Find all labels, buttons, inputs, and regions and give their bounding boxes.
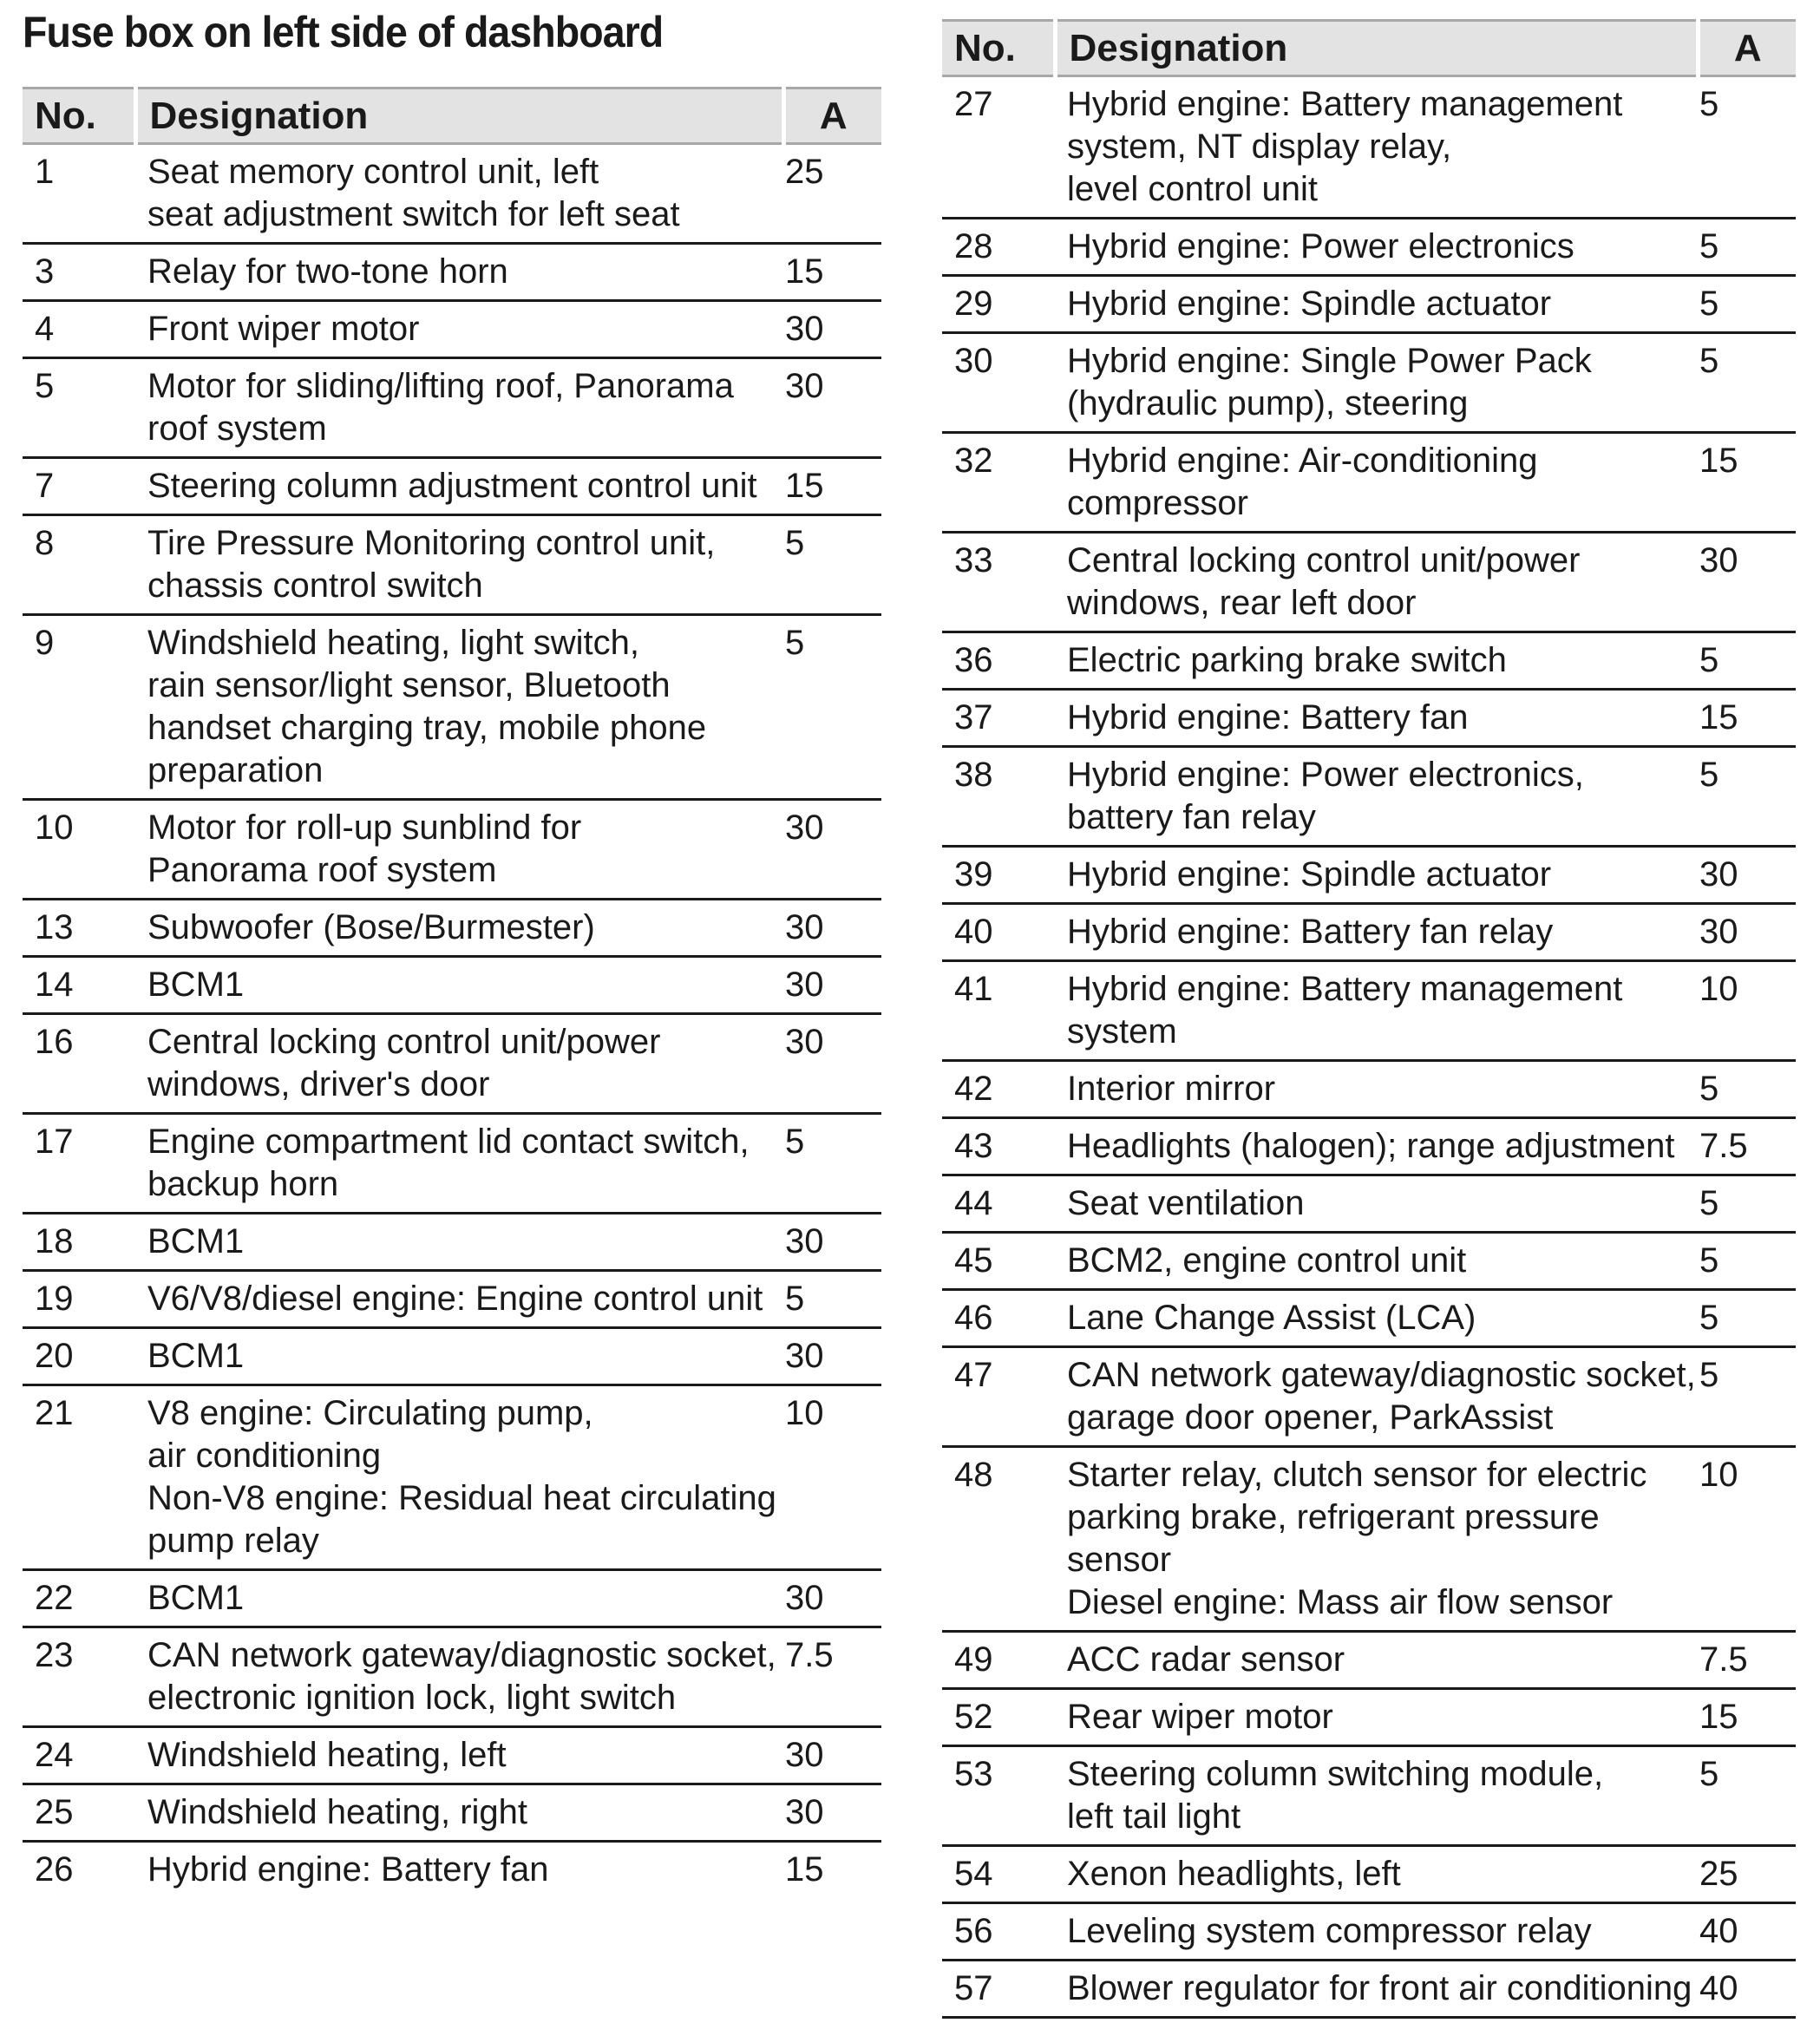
fuse-amperage: 15	[785, 1850, 824, 1889]
fuse-amperage: 25	[783, 144, 881, 244]
fuse-designation	[135, 1570, 783, 1627]
fuse-amperage: 5	[1698, 1290, 1796, 1347]
fuse-designation	[135, 1114, 783, 1214]
designation-line: Steering column adjustment control unit	[147, 467, 757, 505]
designation-line: V6/V8/diesel engine: Engine control unit	[147, 1280, 763, 1318]
fuse-amperage: 15	[783, 244, 881, 301]
fuse-number: 8	[23, 515, 135, 615]
designation-line: parking brake, refrigerant pressure	[1067, 1498, 1600, 1536]
fuse-row	[942, 1061, 1796, 1118]
fuse-designation	[1055, 690, 1698, 747]
fuse-number: 54	[942, 1846, 1055, 1903]
fuse-number: 44	[942, 1175, 1055, 1233]
fuse-amperage: 5	[1698, 1233, 1796, 1290]
fuse-designation	[1055, 76, 1698, 219]
fuse-row	[942, 690, 1796, 747]
fuse-amperage: 15	[783, 458, 881, 515]
designation-line: Blower regulator for front air conditioning	[1067, 1969, 1692, 2007]
fuse-row	[942, 1290, 1796, 1347]
designation-line: Panorama roof system	[147, 851, 497, 889]
designation-line: V8 engine: Circulating pump,	[147, 1394, 593, 1432]
fuse-designation	[135, 1727, 783, 1784]
designation-line: Non-V8 engine: Residual heat circulating	[147, 1479, 776, 1517]
fuse-amperage: 30	[783, 1328, 881, 1385]
fuse-designation	[135, 1214, 783, 1271]
fuse-row	[23, 1627, 881, 1727]
fuse-row	[942, 276, 1796, 333]
fuse-amperage: 10	[1698, 961, 1796, 1061]
fuse-row	[942, 747, 1796, 847]
fuse-row	[942, 1903, 1796, 1961]
fuse-row	[23, 957, 881, 1014]
fuse-number: 14	[23, 957, 135, 1014]
fuse-row	[23, 358, 881, 458]
designation-line: preparation	[147, 751, 324, 789]
fuse-number: 32	[942, 433, 1055, 533]
fuse-designation	[1055, 333, 1698, 433]
fuse-row	[23, 1842, 881, 1898]
designation-line: Central locking control unit/power	[1067, 541, 1581, 579]
fuse-amperage: 5	[1698, 333, 1796, 433]
designation-line: Central locking control unit/power	[147, 1023, 661, 1061]
fuse-designation	[1055, 1746, 1698, 1846]
fuse-amperage: 15	[1698, 690, 1796, 747]
fuse-row	[942, 1175, 1796, 1233]
designation-line: Windshield heating, right	[147, 1793, 528, 1831]
fuse-row	[942, 1347, 1796, 1447]
fuse-row	[23, 800, 881, 900]
fuse-number: 56	[942, 1903, 1055, 1961]
fuse-row	[942, 1447, 1796, 1632]
fuse-number: 16	[23, 1014, 135, 1114]
designation-line: sensor	[1067, 1541, 1172, 1579]
fuse-row	[942, 847, 1796, 904]
fuse-number: 46	[942, 1290, 1055, 1347]
fuse-designation	[135, 515, 783, 615]
fuse-number: 13	[23, 900, 135, 957]
fuse-number: 10	[23, 800, 135, 900]
fuse-amperage: 5	[1698, 632, 1796, 690]
fuse-row	[942, 1961, 1796, 2018]
fuse-row	[23, 244, 881, 301]
fuse-number: 42	[942, 1061, 1055, 1118]
designation-line: system, NT display relay,	[1067, 128, 1452, 166]
fuse-row	[23, 1784, 881, 1842]
designation-line: chassis control switch	[147, 566, 483, 605]
fuse-number: 19	[23, 1271, 135, 1328]
fuse-designation	[135, 1784, 783, 1842]
fuse-designation	[135, 301, 783, 358]
designation-line: Steering column switching module,	[1067, 1755, 1604, 1793]
fuse-designation	[1055, 632, 1698, 690]
designation-line: Seat memory control unit, left	[147, 153, 599, 191]
fuse-amperage: 30	[783, 1014, 881, 1114]
designation-line: Engine compartment lid contact switch,	[147, 1123, 750, 1161]
fuse-number: 20	[23, 1328, 135, 1385]
fuse-number: 23	[23, 1627, 135, 1727]
fuse-amperage: 5	[783, 1114, 881, 1214]
designation-line: Hybrid engine: Spindle actuator	[1067, 855, 1552, 894]
designation-line: Seat ventilation	[1067, 1184, 1305, 1222]
designation-line: Rear wiper motor	[1067, 1698, 1333, 1736]
fuse-amperage: 5	[783, 1271, 881, 1328]
designation-line: Front wiper motor	[147, 310, 420, 348]
fuse-amperage: 15	[1698, 1689, 1796, 1746]
fuse-designation	[135, 800, 783, 900]
fuse-number: 38	[942, 747, 1055, 847]
fuse-amperage: 30	[783, 1214, 881, 1271]
fuse-amperage: 40	[1698, 1903, 1796, 1961]
fuse-number: 24	[23, 1727, 135, 1784]
fuse-row	[23, 615, 881, 800]
column-header-amperage: A	[783, 88, 881, 144]
fuse-row	[942, 1689, 1796, 1746]
fuse-row	[942, 219, 1796, 276]
fuse-row	[942, 1846, 1796, 1903]
fuse-row	[23, 1014, 881, 1114]
designation-line: Hybrid engine: Battery management	[1067, 970, 1623, 1008]
designation-line: level control unit	[1067, 170, 1319, 208]
fuse-number: 17	[23, 1114, 135, 1214]
designation-line: BCM1	[147, 966, 245, 1004]
designation-line: BCM2, engine control unit	[1067, 1241, 1467, 1280]
designation-line: Hybrid engine: Battery fan	[1067, 698, 1469, 736]
designation-line: Starter relay, clutch sensor for electric	[1067, 1456, 1647, 1494]
fuse-row	[942, 533, 1796, 632]
fuse-amperage: 5	[783, 615, 881, 800]
designation-line: compressor	[1067, 484, 1248, 522]
designation-line: Subwoofer (Bose/Burmester)	[147, 908, 595, 946]
fuse-amperage: 30	[1698, 847, 1796, 904]
fuse-number: 49	[942, 1632, 1055, 1689]
fuse-designation	[1055, 1903, 1698, 1961]
fuse-amperage: 7.5	[1698, 1118, 1796, 1175]
designation-line: left tail light	[1067, 1797, 1241, 1836]
fuse-number: 18	[23, 1214, 135, 1271]
fuse-number: 29	[942, 276, 1055, 333]
fuse-number: 47	[942, 1347, 1055, 1447]
fuse-designation	[1055, 1233, 1698, 1290]
fuse-amperage: 5	[1698, 747, 1796, 847]
designation-line: Relay for two-tone horn	[147, 252, 508, 291]
page-title: Fuse box on left side of dashboard	[23, 8, 664, 56]
designation-line: Lane Change Assist (LCA)	[1067, 1299, 1476, 1337]
fuse-row	[23, 144, 881, 244]
fuse-table-right	[942, 19, 1796, 2019]
fuse-amperage: 5	[1698, 1061, 1796, 1118]
designation-line: BCM1	[147, 1222, 245, 1260]
fuse-amperage: 30	[1698, 904, 1796, 961]
designation-line: handset charging tray, mobile phone	[147, 709, 707, 747]
fuse-row	[942, 1118, 1796, 1175]
fuse-designation	[1055, 1118, 1698, 1175]
fuse-number: 41	[942, 961, 1055, 1061]
fuse-row	[23, 515, 881, 615]
fuse-designation	[135, 1627, 783, 1727]
fuse-amperage: 5	[1698, 219, 1796, 276]
designation-line: backup horn	[147, 1165, 339, 1203]
designation-line: Interior mirror	[1067, 1070, 1276, 1108]
fuse-designation	[135, 1328, 783, 1385]
fuse-designation	[1055, 533, 1698, 632]
fuse-designation	[1055, 1061, 1698, 1118]
fuse-amperage: 30	[783, 957, 881, 1014]
fuse-designation	[1055, 1290, 1698, 1347]
designation-line: air conditioning	[147, 1437, 382, 1475]
fuse-designation	[1055, 433, 1698, 533]
designation-line: BCM1	[147, 1579, 245, 1617]
designation-line: Hybrid engine: Single Power Pack	[1067, 342, 1592, 380]
designation-line: Hybrid engine: Air-conditioning	[1067, 442, 1538, 480]
fuse-row	[23, 900, 881, 957]
fuse-designation	[1055, 847, 1698, 904]
designation-line: Hybrid engine: Spindle actuator	[1067, 285, 1552, 323]
fuse-amperage: 5	[1698, 76, 1796, 219]
fuse-number: 4	[23, 301, 135, 358]
designation-line: roof system	[147, 409, 327, 448]
fuse-row	[23, 1114, 881, 1214]
designation-line: windows, rear left door	[1067, 584, 1417, 622]
fuse-number: 57	[942, 1961, 1055, 2018]
fuse-number: 21	[23, 1385, 135, 1570]
designation-line: Hybrid engine: Battery management	[1067, 85, 1623, 123]
fuse-designation	[135, 615, 783, 800]
table-header-row	[942, 21, 1796, 76]
fuse-amperage: 30	[783, 1784, 881, 1842]
fuse-row	[942, 904, 1796, 961]
fuse-amperage: 30	[783, 301, 881, 358]
designation-line: garage door opener, ParkAssist	[1067, 1398, 1554, 1437]
fuse-amperage: 5	[1698, 1347, 1796, 1447]
fuse-amperage: 30	[783, 1727, 881, 1784]
fuse-rows-left	[23, 144, 881, 1898]
fuse-amperage: 30	[783, 800, 881, 900]
designation-line: Leveling system compressor relay	[1067, 1912, 1592, 1950]
fuse-row	[942, 1746, 1796, 1846]
fuse-row	[23, 458, 881, 515]
fuse-designation	[1055, 276, 1698, 333]
fuse-amperage: 5	[1698, 1746, 1796, 1846]
designation-line: seat adjustment switch for left seat	[147, 195, 680, 233]
designation-line: CAN network gateway/diagnostic socket,	[147, 1636, 776, 1674]
designation-line: rain sensor/light sensor, Bluetooth	[147, 666, 671, 704]
fuse-row	[942, 333, 1796, 433]
fuse-row	[23, 1328, 881, 1385]
fuse-row	[942, 1632, 1796, 1689]
fuse-amperage: 25	[1698, 1846, 1796, 1903]
fuse-number: 52	[942, 1689, 1055, 1746]
fuse-designation	[135, 458, 783, 515]
fuse-number: 45	[942, 1233, 1055, 1290]
fuse-amperage: 10	[1698, 1447, 1796, 1632]
fuse-designation	[1055, 1632, 1698, 1689]
fuse-designation	[1055, 1689, 1698, 1746]
fuse-row	[942, 632, 1796, 690]
fuse-number: 30	[942, 333, 1055, 433]
fuse-number: 28	[942, 219, 1055, 276]
designation-line: electronic ignition lock, light switch	[147, 1679, 677, 1717]
designation-line: Headlights (halogen); range adjustment	[1067, 1127, 1675, 1165]
designation-line: system	[1067, 1012, 1177, 1051]
column-header-amperage: A	[1698, 21, 1796, 76]
fuse-number: 53	[942, 1746, 1055, 1846]
fuse-number: 40	[942, 904, 1055, 961]
fuse-designation	[1055, 747, 1698, 847]
fuse-amperage: 7.5	[1698, 1632, 1796, 1689]
fuse-designation	[135, 1842, 783, 1898]
fuse-row	[23, 1271, 881, 1328]
fuse-designation	[135, 900, 783, 957]
fuse-row	[942, 76, 1796, 219]
designation-line: Diesel engine: Mass air flow sensor	[1067, 1583, 1614, 1621]
fuse-number: 25	[23, 1784, 135, 1842]
fuse-number: 33	[942, 533, 1055, 632]
fuse-number: 43	[942, 1118, 1055, 1175]
column-header-designation: Designation	[1055, 21, 1698, 76]
designation-line: Electric parking brake switch	[1067, 641, 1507, 679]
designation-line: CAN network gateway/diagnostic socket,	[1067, 1356, 1696, 1394]
fuse-designation	[1055, 1447, 1698, 1632]
designation-line: Xenon headlights, left	[1067, 1855, 1401, 1893]
fuse-designation	[135, 244, 783, 301]
designation-line: Hybrid engine: Battery fan relay	[1067, 913, 1554, 951]
designation-line: ACC radar sensor	[1067, 1640, 1345, 1679]
fuse-row	[23, 301, 881, 358]
fuse-designation	[1055, 1846, 1698, 1903]
designation-line: Motor for sliding/lifting roof, Panorama	[147, 367, 734, 405]
designation-line: Tire Pressure Monitoring control unit,	[147, 524, 716, 562]
fuse-row	[23, 1570, 881, 1627]
fuse-designation	[135, 1385, 783, 1570]
designation-line: pump relay	[147, 1522, 319, 1560]
fuse-amperage: 5	[783, 515, 881, 615]
fuse-designation	[1055, 219, 1698, 276]
fuse-amperage: 7.5	[783, 1627, 881, 1727]
designation-line: Windshield heating, left	[147, 1736, 507, 1774]
designation-line: Hybrid engine: Battery fan	[147, 1850, 549, 1889]
table-header-row	[23, 88, 881, 144]
fuse-designation	[135, 1271, 783, 1328]
fuse-designation	[1055, 1175, 1698, 1233]
fuse-designation	[1055, 904, 1698, 961]
designation-line: battery fan relay	[1067, 798, 1316, 836]
fuse-amperage: 5	[1698, 276, 1796, 333]
fuse-number: 48	[942, 1447, 1055, 1632]
fuse-designation	[1055, 1961, 1698, 2018]
fuse-designation	[1055, 1347, 1698, 1447]
fuse-designation	[135, 1014, 783, 1114]
column-header-designation: Designation	[135, 88, 783, 144]
fuse-amperage: 30	[783, 358, 881, 458]
fuse-amperage: 10	[783, 1385, 881, 1570]
fuse-row	[942, 1233, 1796, 1290]
fuse-number: 1	[23, 144, 135, 244]
fuse-amperage: 15	[1698, 433, 1796, 533]
fuse-designation	[135, 144, 783, 244]
fuse-number: 7	[23, 458, 135, 515]
designation-line: Windshield heating, light switch,	[147, 624, 639, 662]
fuse-designation	[1055, 961, 1698, 1061]
fuse-number: 39	[942, 847, 1055, 904]
fuse-designation	[135, 358, 783, 458]
fuse-amperage: 30	[783, 900, 881, 957]
designation-line: Hybrid engine: Power electronics,	[1067, 756, 1584, 794]
designation-line: Motor for roll-up sunblind for	[147, 809, 582, 847]
fuse-number: 5	[23, 358, 135, 458]
fuse-number: 36	[942, 632, 1055, 690]
fuse-row	[23, 1727, 881, 1784]
designation-line: BCM1	[147, 1337, 245, 1375]
fuse-table-left	[23, 87, 881, 1897]
fuse-number: 9	[23, 615, 135, 800]
fuse-row	[23, 1385, 881, 1570]
designation-line: windows, driver's door	[147, 1065, 490, 1103]
fuse-amperage: 5	[1698, 1175, 1796, 1233]
designation-line: Hybrid engine: Power electronics	[1067, 227, 1574, 265]
fuse-number: 37	[942, 690, 1055, 747]
fuse-amperage: 40	[1698, 1961, 1796, 2018]
column-header-no: No.	[942, 21, 1055, 76]
fuse-amperage: 30	[783, 1570, 881, 1627]
fuse-number: 26	[35, 1850, 74, 1889]
fuse-number: 3	[23, 244, 135, 301]
fuse-designation	[135, 957, 783, 1014]
fuse-row	[942, 433, 1796, 533]
fuse-row	[942, 961, 1796, 1061]
fuse-row	[23, 1214, 881, 1271]
fuse-number: 22	[23, 1570, 135, 1627]
fuse-number: 27	[942, 76, 1055, 219]
fuse-rows-right	[942, 76, 1796, 2018]
column-header-no: No.	[23, 88, 135, 144]
fuse-amperage: 30	[1698, 533, 1796, 632]
designation-line: (hydraulic pump), steering	[1067, 384, 1469, 422]
